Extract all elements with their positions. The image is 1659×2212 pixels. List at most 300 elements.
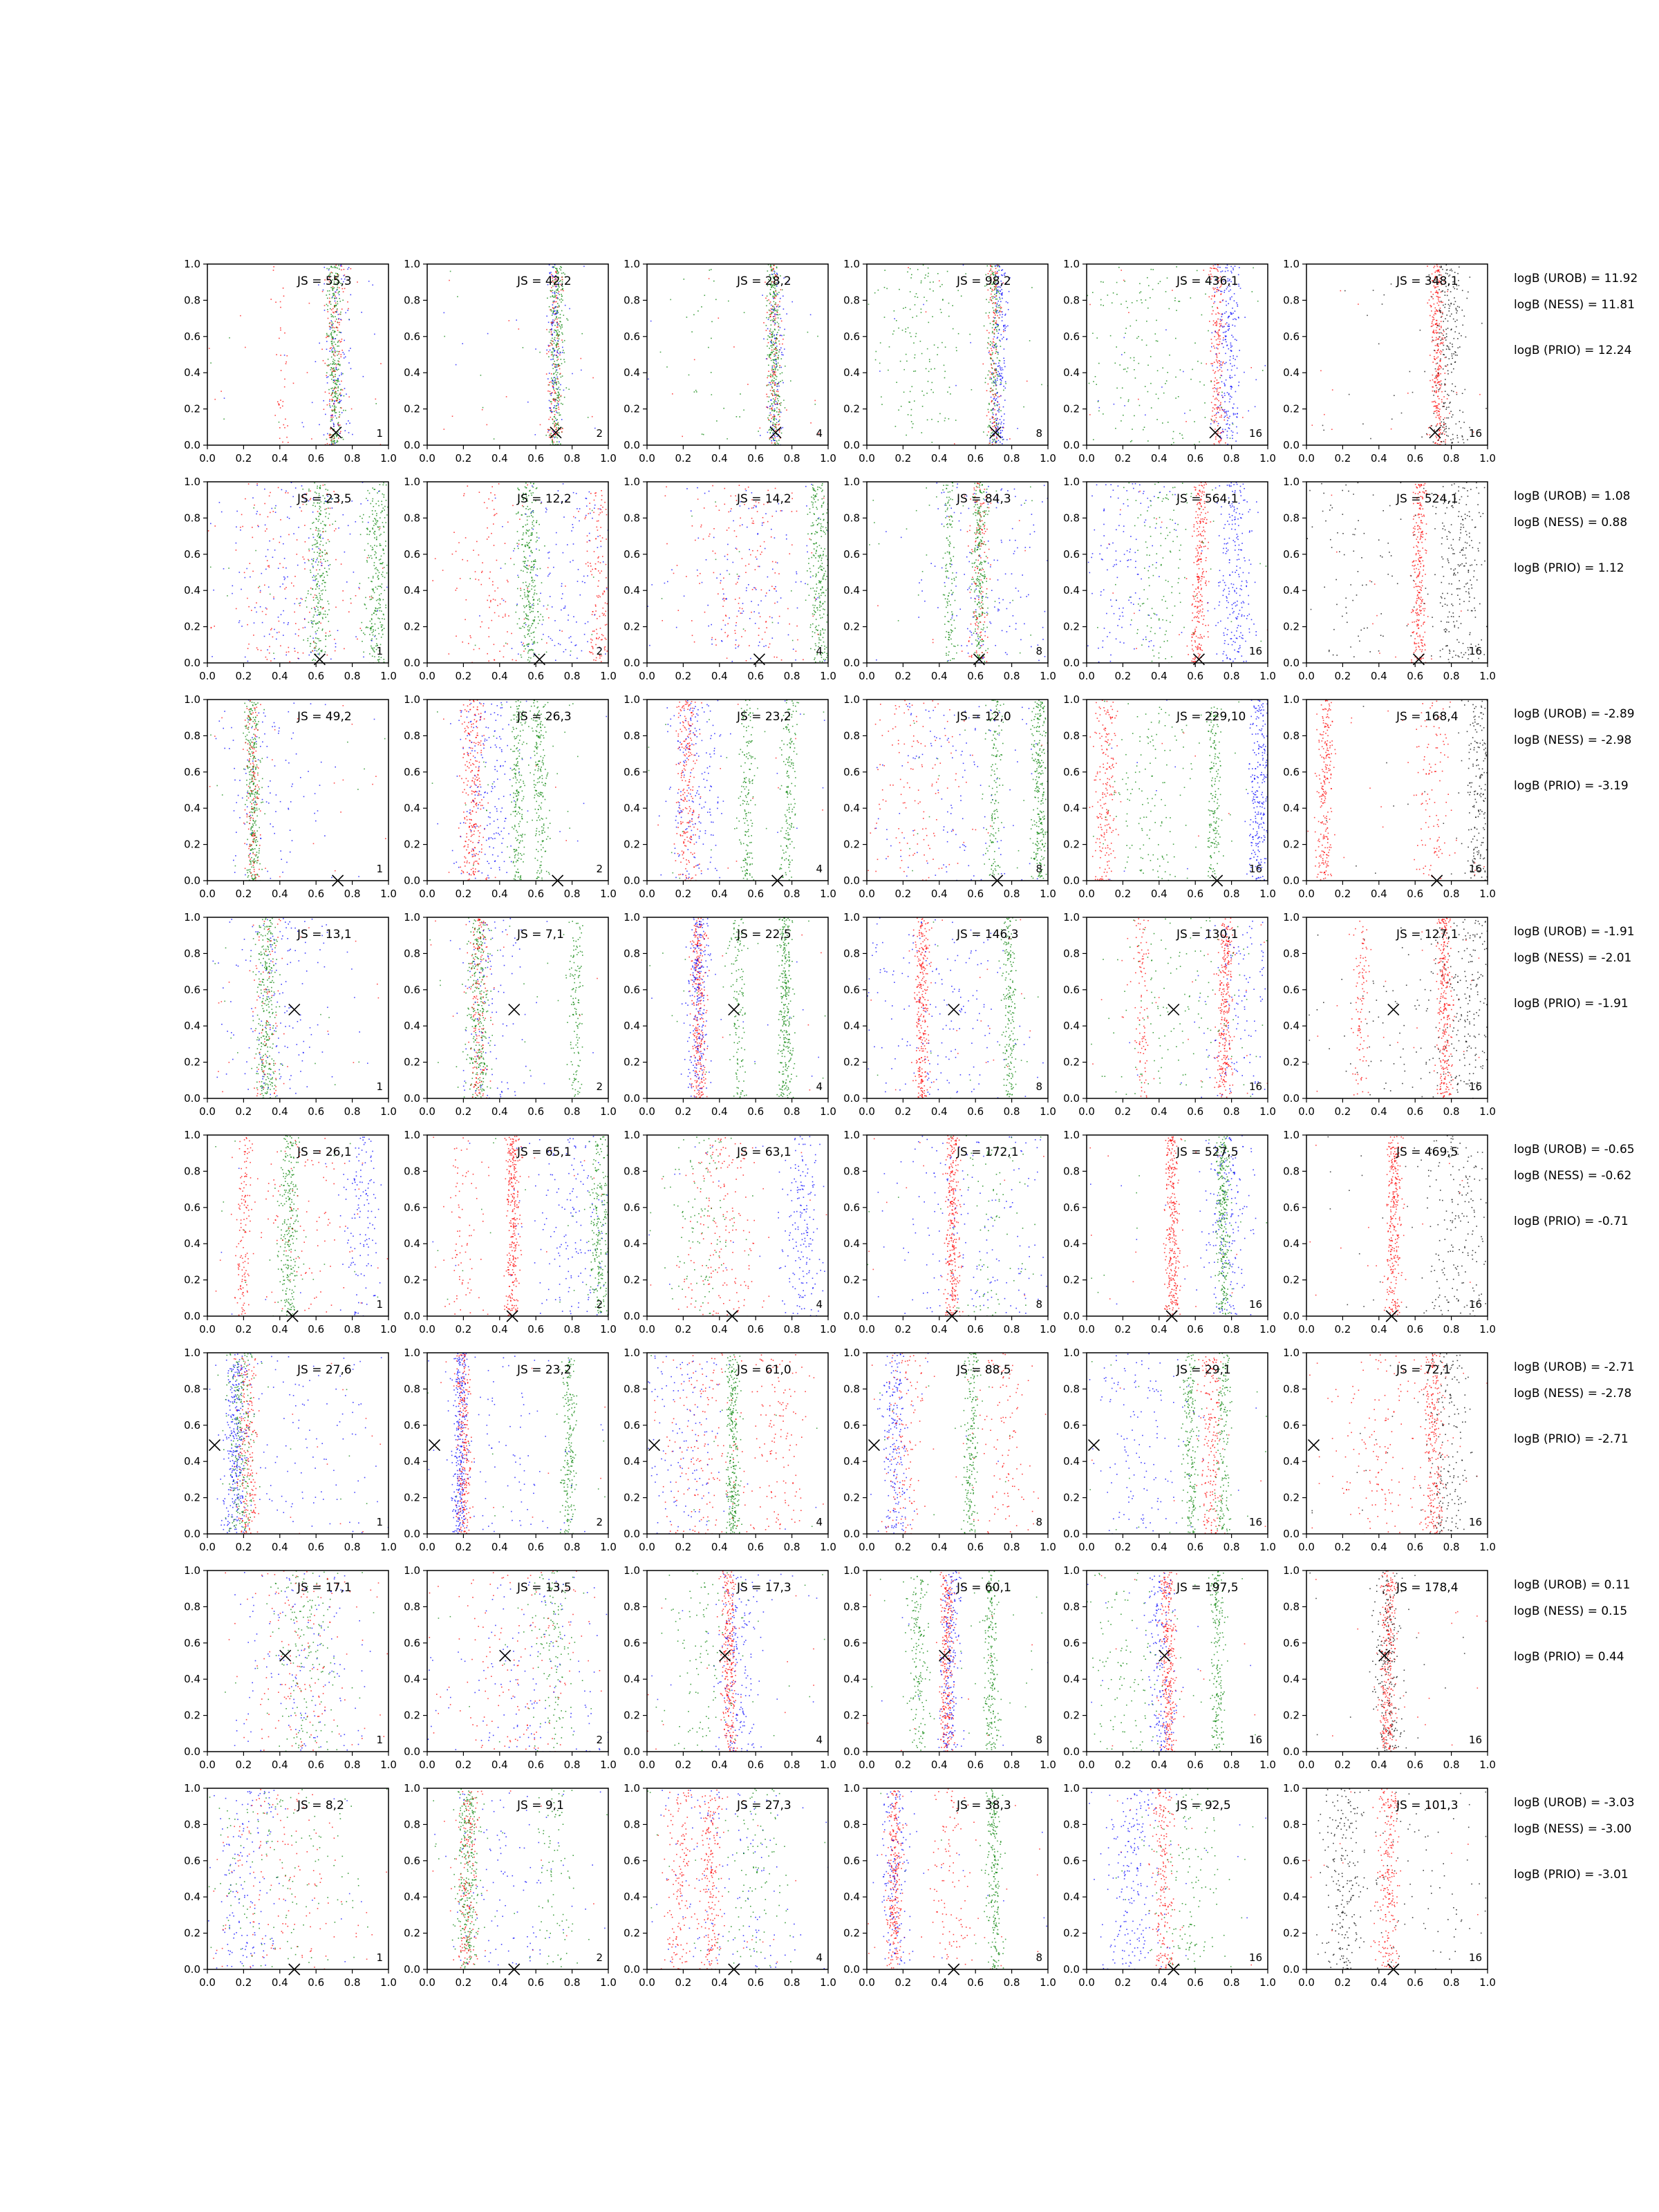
scatter-point <box>994 297 995 298</box>
scatter-point <box>549 373 550 374</box>
scatter-point <box>341 400 342 402</box>
scatter-point <box>1228 317 1229 319</box>
scatter-point <box>319 537 320 538</box>
scatter-point <box>1230 312 1232 314</box>
scatter-point <box>993 440 995 441</box>
scatter-point <box>1456 355 1458 356</box>
scatter-point <box>338 363 339 364</box>
scatter-point <box>995 308 997 310</box>
scatter-point <box>251 610 252 611</box>
scatter-point <box>1238 317 1239 318</box>
scatter-point <box>930 368 932 370</box>
scatter-point <box>1224 332 1226 333</box>
scatter-point <box>317 558 318 559</box>
scatter-point <box>695 390 697 391</box>
scatter-point <box>1452 414 1454 415</box>
scatter-point <box>332 324 333 326</box>
scatter-point <box>373 576 374 577</box>
scatter-point <box>1219 408 1220 409</box>
scatter-point <box>984 326 985 327</box>
scatter-point <box>538 617 539 618</box>
scatter-point <box>562 352 563 353</box>
scatter-point <box>509 320 510 321</box>
scatter-point <box>775 369 776 371</box>
scatter-point <box>542 617 543 618</box>
scatter-point <box>736 416 738 418</box>
scatter-point <box>526 618 527 619</box>
scatter-point <box>560 373 561 375</box>
scatter-point <box>375 573 377 574</box>
scatter-point <box>1002 430 1003 431</box>
scatter-point <box>1439 301 1441 303</box>
scatter-point <box>310 528 312 529</box>
scatter-point <box>336 412 337 413</box>
scatter-point <box>303 639 304 641</box>
scatter-point <box>308 638 309 639</box>
js-annotation: JS = 55,3 <box>297 274 352 288</box>
scatter-point <box>709 278 710 279</box>
scatter-point <box>555 392 556 393</box>
x-tick-label: 0.8 <box>344 452 361 465</box>
scatter-point <box>557 271 559 272</box>
scatter-point <box>776 268 778 269</box>
scatter-point <box>1209 297 1210 298</box>
scatter-point <box>775 338 776 339</box>
scatter-point <box>562 375 563 377</box>
scatter-point <box>939 286 941 288</box>
scatter-point <box>1215 388 1217 389</box>
scatter-point <box>265 569 267 570</box>
scatter-point <box>559 306 560 308</box>
scatter-point <box>1181 435 1183 436</box>
scatter-point <box>371 597 373 599</box>
scatter-point <box>554 332 555 333</box>
scatter-point <box>1439 352 1441 353</box>
y-tick-label: 0.6 <box>1283 330 1300 343</box>
scatter-point <box>332 317 334 318</box>
scatter-point <box>1219 335 1220 337</box>
scatter-point <box>999 406 1000 408</box>
scatter-point <box>369 634 371 635</box>
scatter-point <box>258 526 259 527</box>
scatter-point <box>1461 435 1463 437</box>
scatter-point <box>320 550 321 552</box>
x-tick-label: 1.0 <box>1259 452 1276 465</box>
scatter-point <box>284 579 285 581</box>
scatter-point <box>771 347 773 348</box>
scatter-point <box>1435 411 1436 412</box>
scatter-point <box>1431 326 1432 328</box>
scatter-point <box>1228 348 1230 350</box>
scatter-point <box>325 414 326 415</box>
scatter-point <box>527 615 529 617</box>
scatter-point <box>524 646 525 647</box>
scatter-point <box>331 332 332 333</box>
scatter-point <box>1443 431 1445 432</box>
scatter-point <box>776 290 777 291</box>
scatter-point <box>529 606 530 607</box>
scatter-point <box>548 351 550 353</box>
scatter-point <box>1224 395 1226 396</box>
scatter-point <box>1212 310 1214 312</box>
scatter-point <box>563 315 565 316</box>
scatter-point <box>1434 265 1436 267</box>
scatter-point <box>781 352 782 353</box>
scatter-point <box>1221 382 1223 383</box>
scatter-point <box>1004 325 1005 326</box>
scatter-point <box>319 508 321 509</box>
scatter-point <box>1450 402 1451 403</box>
scatter-point <box>323 573 324 574</box>
scatter-point <box>1228 291 1230 292</box>
scatter-point <box>340 265 341 267</box>
scatter-point <box>546 316 547 317</box>
scatter-point <box>258 587 259 588</box>
scatter-point <box>776 427 777 429</box>
y-tick-label: 0.6 <box>843 330 860 343</box>
scatter-point <box>929 361 930 362</box>
scatter-point <box>777 436 778 438</box>
scatter-point <box>335 395 336 397</box>
scatter-point <box>561 363 563 364</box>
scatter-point <box>345 410 346 411</box>
scatter-point <box>985 382 986 384</box>
scatter-point <box>995 327 996 328</box>
scatter-point <box>350 268 352 270</box>
scatter-point <box>362 641 363 642</box>
scatter-point <box>772 416 774 418</box>
scatter-point <box>323 485 324 486</box>
scatter-point <box>552 381 554 382</box>
scatter-point <box>880 342 881 344</box>
scatter-point <box>769 355 770 356</box>
scatter-point <box>1219 440 1220 442</box>
scatter-point <box>462 343 463 344</box>
scatter-point <box>1003 406 1004 408</box>
scatter-point <box>1442 269 1443 270</box>
scatter-point <box>790 380 791 382</box>
scatter-point <box>728 301 729 302</box>
scatter-point <box>332 440 333 442</box>
scatter-point <box>1441 291 1443 292</box>
scatter-point <box>1004 315 1006 316</box>
scatter-point <box>529 628 531 629</box>
scatter-point <box>1434 356 1435 357</box>
scatter-point <box>1436 332 1437 333</box>
scatter-point <box>775 426 776 427</box>
scatter-point <box>330 303 332 305</box>
scatter-point <box>529 490 531 491</box>
scatter-point <box>527 506 528 507</box>
scatter-point <box>780 349 781 350</box>
scatter-point <box>1438 398 1440 400</box>
scatter-point <box>335 267 337 268</box>
scatter-point <box>993 341 994 342</box>
scatter-point <box>1165 383 1166 384</box>
scatter-point <box>564 362 565 363</box>
scatter-point <box>1438 292 1439 293</box>
scatter-point <box>1436 353 1437 354</box>
scatter-point <box>337 301 338 303</box>
scatter-point <box>381 587 382 588</box>
scatter-point <box>337 310 338 311</box>
scatter-point <box>283 543 284 545</box>
scatter-point <box>906 328 907 330</box>
scatter-point <box>319 570 321 571</box>
scatter-point <box>993 377 995 379</box>
scatter-point <box>374 562 375 563</box>
scatter-point <box>532 611 534 612</box>
scatter-point <box>1441 433 1443 435</box>
scatter-point <box>556 384 557 386</box>
scatter-point <box>561 270 562 271</box>
scatter-point <box>1436 437 1437 438</box>
scatter-point <box>1426 433 1427 435</box>
scatter-point <box>324 485 326 486</box>
scatter-point <box>1436 377 1437 379</box>
scatter-point <box>1210 381 1212 382</box>
scatter-point <box>380 534 382 535</box>
scatter-point <box>314 621 315 622</box>
scatter-point <box>991 343 993 344</box>
scatter-point <box>778 391 779 393</box>
scatter-point <box>1463 442 1465 444</box>
scatter-point <box>1214 421 1215 422</box>
scatter-point <box>928 381 929 382</box>
scatter-point <box>1172 290 1173 291</box>
scatter-point <box>314 552 315 553</box>
scatter-point <box>1452 384 1453 385</box>
scatter-point <box>344 357 345 359</box>
scatter-point <box>324 586 326 588</box>
scatter-point <box>323 400 324 402</box>
scatter-point <box>375 510 376 512</box>
scatter-point <box>319 487 321 488</box>
scatter-point <box>1002 317 1003 318</box>
scatter-point <box>315 577 316 578</box>
scatter-point <box>282 406 283 407</box>
scatter-point <box>996 385 997 386</box>
scatter-point <box>444 429 445 430</box>
scatter-point <box>1244 317 1246 318</box>
scatter-point <box>554 645 556 646</box>
scatter-point <box>1427 303 1429 304</box>
scatter-point <box>780 412 782 413</box>
scatter-point <box>915 355 916 356</box>
scatter-point <box>932 382 933 384</box>
scatter-point <box>912 427 913 429</box>
scatter-point <box>554 420 555 422</box>
scatter-point <box>556 427 557 429</box>
scatter-point <box>308 622 310 624</box>
scatter-point <box>929 359 930 360</box>
scatter-point <box>1446 435 1447 436</box>
scatter-point <box>1378 344 1380 345</box>
scatter-point <box>381 637 382 638</box>
scatter-point <box>1456 424 1457 425</box>
scatter-point <box>374 648 375 649</box>
scatter-point <box>348 350 350 352</box>
scatter-point <box>283 577 285 578</box>
scatter-point <box>1442 313 1443 315</box>
scatter-point <box>1464 316 1465 317</box>
scatter-point <box>1212 313 1213 315</box>
scatter-point <box>1201 315 1203 316</box>
scatter-point <box>1457 438 1459 439</box>
scatter-point <box>769 439 771 440</box>
scatter-point <box>771 270 772 272</box>
scatter-point <box>319 424 320 426</box>
scatter-point <box>330 395 332 396</box>
scatter-point <box>375 552 377 554</box>
scatter-point <box>340 395 341 397</box>
scatter-point <box>1115 428 1116 429</box>
scatter-point <box>1450 306 1451 307</box>
scatter-point <box>566 318 568 319</box>
scatter-point <box>253 507 254 509</box>
scatter-point <box>378 585 379 587</box>
y-tick-label: 0.4 <box>184 366 200 379</box>
scatter-point <box>1436 426 1437 427</box>
scatter-point <box>348 267 350 268</box>
scatter-point <box>1180 369 1181 371</box>
scatter-point <box>330 564 331 565</box>
scatter-point <box>780 335 781 336</box>
y-tick-label: 0.2 <box>184 403 200 415</box>
scatter-point <box>1000 360 1001 362</box>
scatter-point <box>1228 324 1230 326</box>
scatter-point <box>319 612 320 613</box>
scatter-point <box>556 375 557 376</box>
scatter-point <box>775 354 776 355</box>
scatter-point <box>1239 267 1240 268</box>
scatter-point <box>331 343 332 344</box>
scatter-point <box>371 630 372 631</box>
scatter-point <box>261 573 263 574</box>
scatter-point <box>315 539 316 541</box>
scatter-point <box>338 527 339 529</box>
scatter-point <box>555 340 556 341</box>
scatter-point <box>911 409 912 411</box>
scatter-point <box>1445 428 1447 429</box>
scatter-point <box>554 310 556 312</box>
scatter-point <box>703 434 704 435</box>
scatter-point <box>331 444 332 445</box>
scatter-point <box>326 335 328 336</box>
scatter-point <box>1458 347 1459 348</box>
scatter-point <box>373 612 375 614</box>
scatter-point <box>1436 339 1438 340</box>
scatter-point <box>911 274 912 276</box>
scatter-point <box>210 362 212 364</box>
scatter-point <box>376 614 377 615</box>
scatter-point <box>774 363 775 364</box>
scatter-point <box>1161 386 1163 388</box>
scatter-point <box>259 514 261 516</box>
scatter-point <box>998 270 1000 271</box>
scatter-point <box>1123 415 1124 416</box>
scatter-point <box>1003 358 1004 359</box>
scatter-point <box>1000 305 1001 306</box>
scatter-point <box>265 556 267 557</box>
scatter-point <box>995 343 997 344</box>
scatter-point <box>988 375 989 376</box>
scatter-point <box>321 599 323 601</box>
scatter-point <box>553 356 554 357</box>
scatter-point <box>992 353 993 354</box>
scatter-point <box>1444 384 1445 386</box>
scatter-point <box>914 357 915 359</box>
scatter-point <box>317 630 318 631</box>
scatter-point <box>773 312 774 313</box>
scatter-point <box>1236 340 1237 341</box>
scatter-point <box>1420 330 1421 331</box>
scatter-point <box>379 610 381 612</box>
scatter-point <box>303 559 305 560</box>
scatter-point <box>1441 326 1442 327</box>
scatter-point <box>337 322 339 324</box>
scatter-point <box>997 418 998 420</box>
y-tick-label: 0.8 <box>404 294 420 306</box>
scatter-point <box>557 310 559 312</box>
scatter-point <box>1222 314 1224 315</box>
scatter-point <box>525 582 527 583</box>
scatter-point <box>1219 392 1220 393</box>
scatter-point <box>549 400 550 402</box>
scatter-point <box>324 550 326 551</box>
scatter-point <box>337 378 339 379</box>
scatter-point <box>778 443 779 444</box>
scatter-point <box>774 393 776 394</box>
scatter-point <box>561 273 563 274</box>
scatter-point <box>372 500 373 502</box>
scatter-point <box>384 628 385 629</box>
scatter-point <box>1215 414 1217 415</box>
scatter-point <box>1124 352 1125 353</box>
scatter-point <box>1001 334 1002 335</box>
scatter-point <box>1441 351 1443 353</box>
scatter-point <box>369 516 371 518</box>
scatter-point <box>330 635 331 636</box>
scatter-point <box>312 626 313 628</box>
scatter-point <box>774 435 776 437</box>
scatter-point <box>1435 324 1436 326</box>
scatter-point <box>994 294 995 295</box>
scatter-point <box>763 322 765 324</box>
scatter-point <box>1470 276 1471 278</box>
scatter-point <box>298 658 299 659</box>
scatter-point <box>336 442 337 443</box>
scatter-point <box>1001 373 1002 375</box>
scatter-point <box>747 384 749 385</box>
scatter-point <box>989 350 991 352</box>
scatter-point <box>1005 382 1006 383</box>
scatter-point <box>940 309 941 310</box>
scatter-point <box>1203 270 1205 271</box>
scatter-point <box>1438 369 1439 371</box>
x-tick-label: 0.2 <box>675 452 691 465</box>
scatter-point <box>320 623 321 624</box>
scatter-point <box>339 294 340 296</box>
scatter-point <box>1116 388 1118 389</box>
scatter-point <box>527 599 528 600</box>
scatter-point <box>997 290 999 291</box>
scatter-point <box>336 319 337 320</box>
scatter-point <box>776 422 778 424</box>
scatter-point <box>1436 371 1437 372</box>
scatter-point <box>304 568 306 570</box>
scatter-point <box>1093 439 1094 440</box>
